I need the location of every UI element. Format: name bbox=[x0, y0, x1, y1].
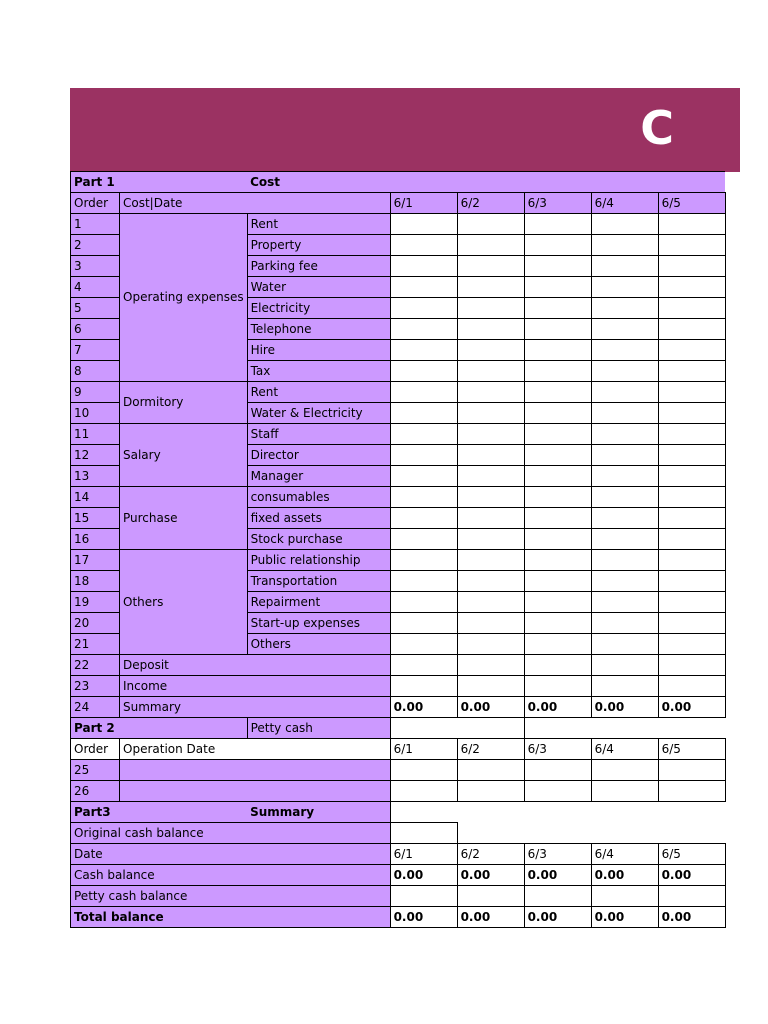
value-input-cell[interactable] bbox=[591, 634, 658, 655]
summary-value-cell: 0.00 bbox=[457, 697, 524, 718]
cost-item-label: Telephone bbox=[247, 319, 390, 340]
value-input-cell[interactable] bbox=[457, 235, 524, 256]
value-input-cell[interactable] bbox=[658, 277, 725, 298]
value-input-cell[interactable] bbox=[524, 571, 591, 592]
value-input-cell[interactable] bbox=[457, 655, 524, 676]
value-input-cell[interactable] bbox=[591, 508, 658, 529]
value-input-cell[interactable] bbox=[524, 361, 591, 382]
value-input-cell[interactable] bbox=[457, 340, 524, 361]
value-input-cell[interactable] bbox=[591, 613, 658, 634]
sheet-row bbox=[71, 823, 726, 844]
order-number-cell: 7 bbox=[71, 340, 120, 361]
value-input-cell[interactable] bbox=[524, 214, 591, 235]
order-number-cell: 3 bbox=[71, 256, 120, 277]
date-header-cell: 6/5 bbox=[658, 844, 725, 865]
total-balance-value: 0.00 bbox=[457, 907, 524, 928]
value-input-cell[interactable] bbox=[457, 760, 524, 781]
summary-label: Summary bbox=[120, 697, 391, 718]
cost-sheet-table bbox=[70, 171, 726, 928]
part2-title: Petty cash bbox=[247, 718, 390, 739]
sheet-row bbox=[71, 781, 726, 802]
group-salary-label: Salary bbox=[120, 424, 248, 487]
value-input-cell[interactable] bbox=[390, 235, 457, 256]
cost-item-label: Repairment bbox=[247, 592, 390, 613]
value-input-cell[interactable] bbox=[390, 655, 457, 676]
sheet-row bbox=[71, 172, 726, 193]
cost-item-label: Director bbox=[247, 445, 390, 466]
operation-cell bbox=[120, 781, 391, 802]
sheet-row bbox=[71, 382, 726, 403]
value-input-cell[interactable] bbox=[390, 487, 457, 508]
value-input-cell[interactable] bbox=[390, 403, 457, 424]
sheet-row bbox=[71, 424, 726, 445]
part3-label: Part3 bbox=[71, 802, 248, 823]
cost-item-label: Rent bbox=[247, 214, 390, 235]
value-input-cell[interactable] bbox=[591, 382, 658, 403]
order-number-cell: 12 bbox=[71, 445, 120, 466]
value-input-cell[interactable] bbox=[524, 256, 591, 277]
value-input-cell[interactable] bbox=[390, 613, 457, 634]
order-number-cell: 9 bbox=[71, 382, 120, 403]
cost-item-label: Transportation bbox=[247, 571, 390, 592]
value-input-cell[interactable] bbox=[591, 319, 658, 340]
value-input-cell[interactable] bbox=[390, 319, 457, 340]
value-input-cell[interactable] bbox=[457, 424, 524, 445]
value-input-cell[interactable] bbox=[658, 676, 725, 697]
sheet-row bbox=[71, 697, 726, 718]
value-input-cell[interactable] bbox=[591, 403, 658, 424]
sheet-row bbox=[71, 844, 726, 865]
value-input-cell[interactable] bbox=[390, 361, 457, 382]
value-input-cell[interactable] bbox=[390, 550, 457, 571]
value-input-cell[interactable] bbox=[658, 214, 725, 235]
value-input-cell[interactable] bbox=[390, 886, 457, 907]
value-input-cell[interactable] bbox=[457, 529, 524, 550]
sheet-row bbox=[71, 550, 726, 571]
sheet-row bbox=[71, 676, 726, 697]
cost-item-label: Hire bbox=[247, 340, 390, 361]
cash-balance-label: Cash balance bbox=[71, 865, 391, 886]
part1-title: Cost bbox=[247, 172, 390, 193]
value-input-cell[interactable] bbox=[658, 445, 725, 466]
value-input-cell[interactable] bbox=[524, 676, 591, 697]
date-header-cell: 6/2 bbox=[457, 739, 524, 760]
value-input-cell[interactable] bbox=[591, 550, 658, 571]
order-number-cell: 2 bbox=[71, 235, 120, 256]
value-input-cell[interactable] bbox=[658, 403, 725, 424]
order-number-cell: 5 bbox=[71, 298, 120, 319]
value-input-cell[interactable] bbox=[591, 529, 658, 550]
original-cash-balance-label: Original cash balance bbox=[71, 823, 391, 844]
value-input-cell[interactable] bbox=[591, 235, 658, 256]
part3-title: Summary bbox=[247, 802, 390, 823]
value-input-cell[interactable] bbox=[591, 466, 658, 487]
value-input-cell[interactable] bbox=[658, 529, 725, 550]
order-number-cell: 8 bbox=[71, 361, 120, 382]
value-input-cell[interactable] bbox=[457, 277, 524, 298]
value-input-cell[interactable] bbox=[457, 487, 524, 508]
total-balance-value: 0.00 bbox=[658, 907, 725, 928]
order-header: Order bbox=[71, 193, 120, 214]
value-input-cell[interactable] bbox=[658, 550, 725, 571]
value-input-cell[interactable] bbox=[390, 445, 457, 466]
value-input-cell[interactable] bbox=[658, 466, 725, 487]
date-header-cell: 6/2 bbox=[457, 844, 524, 865]
value-input-cell[interactable] bbox=[390, 508, 457, 529]
value-input-cell[interactable] bbox=[390, 256, 457, 277]
value-input-cell[interactable] bbox=[658, 256, 725, 277]
value-input-cell[interactable] bbox=[524, 466, 591, 487]
value-input-cell[interactable] bbox=[591, 361, 658, 382]
value-input-cell[interactable] bbox=[524, 235, 591, 256]
order-number-cell: 1 bbox=[71, 214, 120, 235]
value-input-cell[interactable] bbox=[457, 403, 524, 424]
value-input-cell[interactable] bbox=[524, 634, 591, 655]
sheet-row bbox=[71, 718, 726, 739]
part1-label: Part 1 bbox=[71, 172, 248, 193]
cost-item-label: Stock purchase bbox=[247, 529, 390, 550]
date-label: Date bbox=[71, 844, 391, 865]
sheet-row bbox=[71, 193, 726, 214]
value-input-cell[interactable] bbox=[457, 298, 524, 319]
group-dormitory-label: Dormitory bbox=[120, 382, 248, 424]
cost-date-header: Cost|Date bbox=[120, 193, 391, 214]
value-input-cell[interactable] bbox=[591, 298, 658, 319]
header-banner bbox=[70, 88, 740, 172]
value-input-cell[interactable] bbox=[390, 424, 457, 445]
cost-item-label: Tax bbox=[247, 361, 390, 382]
value-input-cell[interactable] bbox=[457, 256, 524, 277]
order-number-cell: 20 bbox=[71, 613, 120, 634]
date-header-cell: 6/1 bbox=[390, 844, 457, 865]
sheet-row bbox=[71, 886, 726, 907]
value-input-cell[interactable] bbox=[591, 424, 658, 445]
cost-item-label: Public relationship bbox=[247, 550, 390, 571]
order-number-cell: 17 bbox=[71, 550, 120, 571]
sheet-row bbox=[71, 907, 726, 928]
order-number-cell: 21 bbox=[71, 634, 120, 655]
value-input-cell[interactable] bbox=[658, 781, 725, 802]
value-input-cell[interactable] bbox=[524, 445, 591, 466]
value-input-cell[interactable] bbox=[457, 319, 524, 340]
value-input-cell[interactable] bbox=[457, 445, 524, 466]
value-input-cell[interactable] bbox=[591, 340, 658, 361]
value-input-cell[interactable] bbox=[658, 340, 725, 361]
cost-item-label: Manager bbox=[247, 466, 390, 487]
value-input-cell[interactable] bbox=[658, 886, 725, 907]
value-input-cell[interactable] bbox=[524, 613, 591, 634]
value-input-cell[interactable] bbox=[390, 214, 457, 235]
value-input-cell[interactable] bbox=[390, 529, 457, 550]
cost-item-label: Water bbox=[247, 277, 390, 298]
blank-cell bbox=[524, 718, 725, 739]
value-input-cell[interactable] bbox=[658, 487, 725, 508]
value-input-cell[interactable] bbox=[591, 676, 658, 697]
operation-cell bbox=[120, 760, 391, 781]
value-input-cell[interactable] bbox=[658, 235, 725, 256]
cost-item-label: Electricity bbox=[247, 298, 390, 319]
value-input-cell[interactable] bbox=[524, 655, 591, 676]
cost-item-label: Property bbox=[247, 235, 390, 256]
value-input-cell[interactable] bbox=[457, 676, 524, 697]
banner-title: C bbox=[640, 101, 674, 155]
value-input-cell[interactable] bbox=[457, 613, 524, 634]
part2-title-blank bbox=[390, 718, 524, 739]
income-order: 23 bbox=[71, 676, 120, 697]
value-input-cell[interactable] bbox=[457, 781, 524, 802]
order-number-cell: 14 bbox=[71, 487, 120, 508]
value-input-cell[interactable] bbox=[457, 592, 524, 613]
value-input-cell[interactable] bbox=[658, 508, 725, 529]
value-input-cell[interactable] bbox=[524, 760, 591, 781]
cost-item-label: Parking fee bbox=[247, 256, 390, 277]
sheet-row bbox=[71, 760, 726, 781]
value-input-cell[interactable] bbox=[524, 508, 591, 529]
value-input-cell[interactable] bbox=[457, 361, 524, 382]
value-input-cell[interactable] bbox=[524, 340, 591, 361]
group-others-label: Others bbox=[120, 550, 248, 655]
value-input-cell[interactable] bbox=[390, 277, 457, 298]
order-number-cell: 6 bbox=[71, 319, 120, 340]
group-operating-label: Operating expenses bbox=[120, 214, 248, 382]
value-input-cell[interactable] bbox=[658, 655, 725, 676]
operation-date-header: Operation Date bbox=[120, 739, 391, 760]
order-number-cell: 16 bbox=[71, 529, 120, 550]
value-input-cell[interactable] bbox=[390, 466, 457, 487]
date-header-cell: 6/5 bbox=[658, 193, 725, 214]
value-input-cell[interactable] bbox=[524, 403, 591, 424]
value-input-cell[interactable] bbox=[390, 760, 457, 781]
value-input-cell[interactable] bbox=[390, 298, 457, 319]
date-header-cell: 6/5 bbox=[658, 739, 725, 760]
cash-balance-value: 0.00 bbox=[591, 865, 658, 886]
value-input-cell[interactable] bbox=[390, 781, 457, 802]
value-input-cell[interactable] bbox=[524, 592, 591, 613]
value-input-cell[interactable] bbox=[658, 298, 725, 319]
value-input-cell[interactable] bbox=[390, 634, 457, 655]
value-input-cell[interactable] bbox=[524, 382, 591, 403]
value-input-cell[interactable] bbox=[658, 382, 725, 403]
date-header-cell: 6/4 bbox=[591, 193, 658, 214]
cost-item-label: fixed assets bbox=[247, 508, 390, 529]
order-number-cell: 25 bbox=[71, 760, 120, 781]
value-input-cell[interactable] bbox=[457, 886, 524, 907]
value-input-cell[interactable] bbox=[591, 256, 658, 277]
value-input-cell[interactable] bbox=[658, 634, 725, 655]
summary-value-cell: 0.00 bbox=[524, 697, 591, 718]
order-number-cell: 26 bbox=[71, 781, 120, 802]
value-input-cell[interactable] bbox=[390, 382, 457, 403]
date-header-cell: 6/4 bbox=[591, 844, 658, 865]
value-input-cell[interactable] bbox=[457, 550, 524, 571]
deposit-order: 22 bbox=[71, 655, 120, 676]
value-input-cell[interactable] bbox=[658, 319, 725, 340]
blank-cell bbox=[390, 802, 725, 823]
value-input-cell[interactable] bbox=[524, 550, 591, 571]
income-label: Income bbox=[120, 676, 391, 697]
sheet-row bbox=[71, 739, 726, 760]
date-header-cell: 6/3 bbox=[524, 739, 591, 760]
group-purchase-label: Purchase bbox=[120, 487, 248, 550]
value-input-cell[interactable] bbox=[457, 634, 524, 655]
order-number-cell: 4 bbox=[71, 277, 120, 298]
value-input-cell[interactable] bbox=[524, 319, 591, 340]
value-input-cell[interactable] bbox=[457, 571, 524, 592]
order-number-cell: 15 bbox=[71, 508, 120, 529]
total-balance-value: 0.00 bbox=[524, 907, 591, 928]
sheet-row bbox=[71, 655, 726, 676]
value-input-cell[interactable] bbox=[591, 781, 658, 802]
value-input-cell[interactable] bbox=[591, 277, 658, 298]
sheet-row bbox=[71, 865, 726, 886]
value-input-cell[interactable] bbox=[591, 886, 658, 907]
cash-balance-value: 0.00 bbox=[390, 865, 457, 886]
value-input-cell[interactable] bbox=[658, 424, 725, 445]
value-input-cell[interactable] bbox=[524, 781, 591, 802]
summary-value-cell: 0.00 bbox=[591, 697, 658, 718]
value-input-cell[interactable] bbox=[658, 760, 725, 781]
value-input-cell[interactable] bbox=[591, 214, 658, 235]
cost-item-label: Water & Electricity bbox=[247, 403, 390, 424]
original-cash-balance-input[interactable] bbox=[390, 823, 457, 844]
sheet-row bbox=[71, 487, 726, 508]
value-input-cell[interactable] bbox=[390, 571, 457, 592]
value-input-cell[interactable] bbox=[658, 613, 725, 634]
value-input-cell[interactable] bbox=[457, 508, 524, 529]
cash-balance-value: 0.00 bbox=[457, 865, 524, 886]
order-number-cell: 11 bbox=[71, 424, 120, 445]
value-input-cell[interactable] bbox=[524, 298, 591, 319]
cost-item-label: consumables bbox=[247, 487, 390, 508]
date-header-cell: 6/2 bbox=[457, 193, 524, 214]
part1-header-fill bbox=[390, 172, 725, 193]
summary-value-cell: 0.00 bbox=[658, 697, 725, 718]
cost-item-label: Staff bbox=[247, 424, 390, 445]
value-input-cell[interactable] bbox=[390, 592, 457, 613]
date-header-cell: 6/1 bbox=[390, 193, 457, 214]
date-header-cell: 6/1 bbox=[390, 739, 457, 760]
value-input-cell[interactable] bbox=[524, 277, 591, 298]
total-balance-label: Total balance bbox=[71, 907, 391, 928]
order-number-cell: 18 bbox=[71, 571, 120, 592]
summary-value-cell: 0.00 bbox=[390, 697, 457, 718]
date-header-cell: 6/3 bbox=[524, 193, 591, 214]
part2-label: Part 2 bbox=[71, 718, 248, 739]
total-balance-value: 0.00 bbox=[591, 907, 658, 928]
order-number-cell: 10 bbox=[71, 403, 120, 424]
value-input-cell[interactable] bbox=[591, 655, 658, 676]
value-input-cell[interactable] bbox=[591, 487, 658, 508]
deposit-label: Deposit bbox=[120, 655, 391, 676]
value-input-cell[interactable] bbox=[390, 676, 457, 697]
value-input-cell[interactable] bbox=[591, 592, 658, 613]
value-input-cell[interactable] bbox=[658, 592, 725, 613]
value-input-cell[interactable] bbox=[591, 760, 658, 781]
petty-cash-balance-label: Petty cash balance bbox=[71, 886, 391, 907]
cash-balance-value: 0.00 bbox=[658, 865, 725, 886]
cash-balance-value: 0.00 bbox=[524, 865, 591, 886]
value-input-cell[interactable] bbox=[658, 361, 725, 382]
value-input-cell[interactable] bbox=[591, 445, 658, 466]
total-balance-value: 0.00 bbox=[390, 907, 457, 928]
date-header-cell: 6/4 bbox=[591, 739, 658, 760]
date-header-cell: 6/3 bbox=[524, 844, 591, 865]
value-input-cell[interactable] bbox=[457, 214, 524, 235]
blank-cell bbox=[457, 823, 725, 844]
order-number-cell: 19 bbox=[71, 592, 120, 613]
cost-item-label: Rent bbox=[247, 382, 390, 403]
value-input-cell[interactable] bbox=[591, 571, 658, 592]
value-input-cell[interactable] bbox=[524, 529, 591, 550]
cost-item-label: Start-up expenses bbox=[247, 613, 390, 634]
value-input-cell[interactable] bbox=[457, 466, 524, 487]
value-input-cell[interactable] bbox=[524, 424, 591, 445]
sheet-row bbox=[71, 214, 726, 235]
order-number-cell: 13 bbox=[71, 466, 120, 487]
part2-order-header: Order bbox=[71, 739, 120, 760]
value-input-cell[interactable] bbox=[524, 886, 591, 907]
value-input-cell[interactable] bbox=[390, 340, 457, 361]
summary-order: 24 bbox=[71, 697, 120, 718]
cost-item-label: Others bbox=[247, 634, 390, 655]
value-input-cell[interactable] bbox=[658, 571, 725, 592]
value-input-cell[interactable] bbox=[524, 487, 591, 508]
value-input-cell[interactable] bbox=[457, 382, 524, 403]
sheet-row bbox=[71, 802, 726, 823]
